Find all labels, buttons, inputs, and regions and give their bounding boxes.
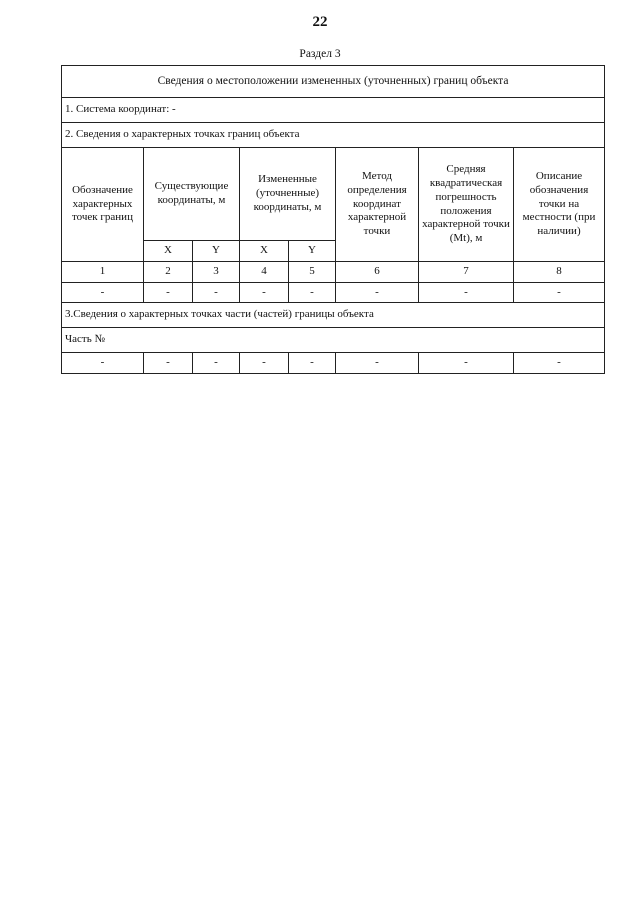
table-cell: - — [289, 283, 336, 303]
coordinate-system: 1. Система координат: - — [62, 98, 605, 123]
table-title: Сведения о местоположении измененных (уточненных) границ объекта — [62, 66, 605, 98]
column-number: 2 — [144, 262, 193, 283]
table-cell: - — [240, 283, 289, 303]
table-cell: - — [419, 353, 514, 374]
table-cell: - — [240, 353, 289, 374]
part-number-label: Часть № — [62, 328, 605, 353]
header-designation: Обозначение характерных точек границ — [62, 148, 144, 262]
table-cell: - — [62, 283, 144, 303]
column-number: 5 — [289, 262, 336, 283]
table-cell: - — [514, 353, 605, 374]
table-cell: - — [289, 353, 336, 374]
boundary-table — [61, 65, 605, 374]
table-cell: - — [336, 353, 419, 374]
column-number: 4 — [240, 262, 289, 283]
table-cell: - — [193, 283, 240, 303]
column-number: 7 — [419, 262, 514, 283]
column-number: 6 — [336, 262, 419, 283]
table-cell: - — [144, 353, 193, 374]
table-cell: - — [336, 283, 419, 303]
table-cell: - — [193, 353, 240, 374]
column-number: 3 — [193, 262, 240, 283]
section-label: Раздел 3 — [299, 48, 341, 60]
table-cell: - — [144, 283, 193, 303]
column-number: 8 — [514, 262, 605, 283]
header-existing-coords: Существующие координаты, м — [144, 148, 240, 241]
header-mean-error: Средняя квадратическая погрешность положения характерной точки (Mt), м — [419, 148, 514, 262]
column-number-row — [62, 262, 605, 283]
table-cell: - — [419, 283, 514, 303]
header-method: Метод определения координат характерной точки — [336, 148, 419, 262]
table-row — [62, 353, 605, 374]
table-cell: - — [62, 353, 144, 374]
subsection-3-heading: 3.Сведения о характерных точках части (частей) границы объекта — [62, 303, 605, 328]
header-changed-x: X — [240, 241, 289, 262]
header-existing-x: X — [144, 241, 193, 262]
header-description: Описание обозначения точки на местности (при наличии) — [514, 148, 605, 262]
table-cell: - — [514, 283, 605, 303]
subsection-2-heading: 2. Сведения о характерных точках границ объекта — [62, 123, 605, 148]
table-row — [62, 283, 605, 303]
column-number: 1 — [62, 262, 144, 283]
page-number: 22 — [312, 14, 328, 30]
header-changed-coords: Измененные (уточненные) координаты, м — [240, 148, 336, 241]
header-changed-y: Y — [289, 241, 336, 262]
header-existing-y: Y — [193, 241, 240, 262]
